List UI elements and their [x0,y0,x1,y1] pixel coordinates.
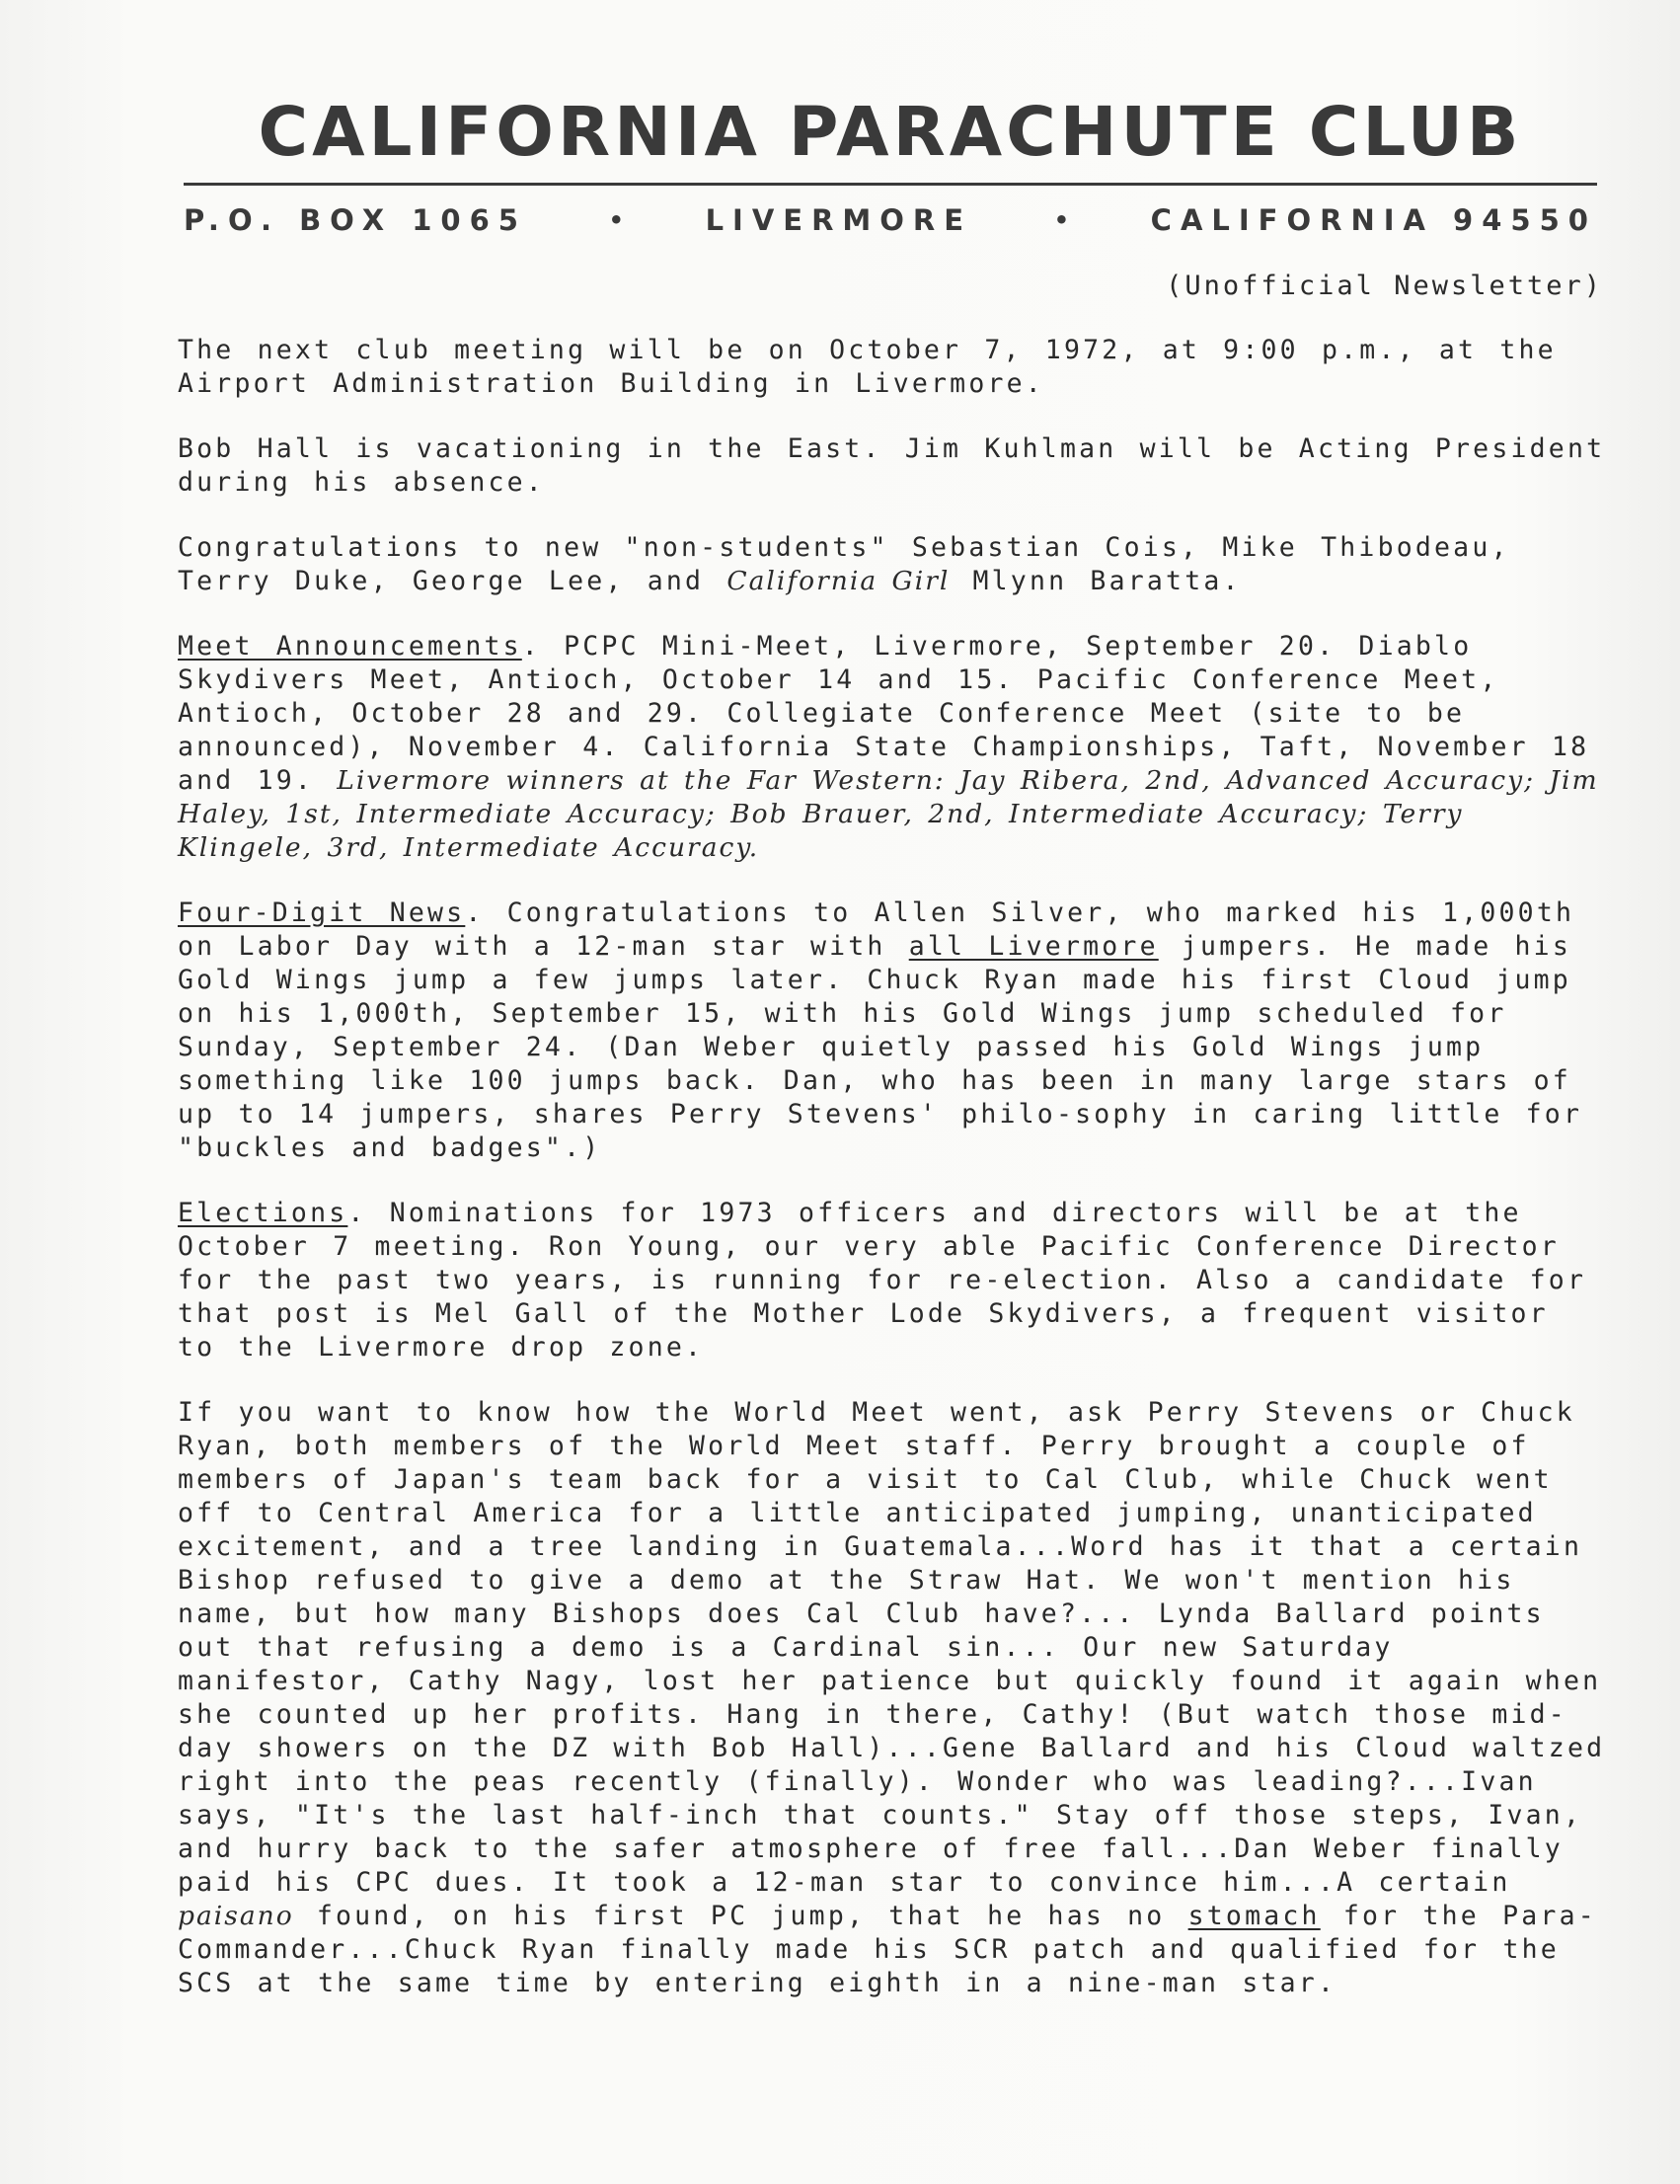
text: for the Para-Commander...Chuck Ryan finally made his SCR patch and qualified for the SCS at the same time by entering eighth in a nine-man star. [178,1901,1597,1998]
italic-text: Livermore winners at the Far Western: Jay Ribera, 2nd, Advanced Accuracy; Jim Haley, 1st, Intermediate Accuracy; Bob Brauer, 2nd, Intermediate Accuracy; Terry Klingele, 3rd, Intermediate Accuracy. [178,765,1599,863]
address-po-box: P.O. BOX 1065 [184,203,527,237]
text: Congratulations to new "non-students" Sebastian Cois, Mike Thibodeau, Terry Duke, George Lee, and [178,532,1510,596]
newsletter-body [178,334,1609,2032]
address-state-zip: CALIFORNIA 94550 [1150,203,1597,237]
newsletter-subtitle: (Unofficial Newsletter) [1166,271,1603,301]
text: . Nominations for 1973 officers and directors will be at the October 7 meeting. Ron Young, our very able Pacific Conference Director for the past two years, is running for re-election. Also a candidate for that post is Mel Gall of the Mother Lode Skydivers, a frequent visitor to the Livermore drop zone. [178,1198,1587,1363]
paragraph-meet-announcements [178,630,1609,865]
paragraph-gossip [178,1396,1609,2000]
section-heading: Meet Announcements [178,631,522,662]
text: Mlynn Baratta. [950,566,1242,596]
underlined-text: stomach [1187,1901,1321,1931]
text: If you want to know how the World Meet went, ask Perry Stevens or Chuck Ryan, both members of the World Meet staff. Perry brought a couple of members of Japan's team back for a visit to Cal Club, while Chuck went off to Central America for a little anticipated jumping, unanticipated excitement, and a tree landing in Guatemala...Word has it that a certain Bishop refused to give a demo at the Straw Hat. We won't mention his name, but how many Bishops does Cal Club have?... Lynda Ballard points out that refusing a demo is a Cardinal sin... Our new Saturday manifestor, Cathy Nagy, lost her patience but quickly found it again when she counted up her profits. Hang in there, Cathy! (But watch those mid-day showers on the DZ with Bob Hall)...Gene Ballard and his Cloud waltzed right into the peas recently (finally). Wonder who was leading?...Ivan says, "It's the last half-inch that counts." Stay off those steps, Ivan, and hurry back to the safer atmosphere of free fall...Dan Weber finally paid his CPC dues. It took a 12-man star to convince him...A certain [178,1397,1606,1898]
paragraph-elections [178,1197,1609,1365]
italic-text: paisano [178,1901,294,1931]
text: found, on his first PC jump, that he has no [293,1901,1188,1931]
address-city: LIVERMORE [705,203,973,237]
italic-text: California Girl [726,566,951,596]
masthead-rule [184,183,1597,186]
paragraph-meeting: The next club meeting will be on October 7, 1972, at 9:00 p.m., at the Airport Administration Building in Livermore. [178,335,1557,399]
text: . PCPC Mini-Meet, Livermore, September 20. Diablo Skydivers Meet, Antioch, October 14 and 15. Pacific Conference Meet, Antioch, October 28 and 29. Collegiate Conference Meet (site to be announced), November 4. California State Championships, Taft, November 18 and 19. [178,631,1590,796]
paragraph-four-digit-news [178,897,1609,1165]
club-name: CALIFORNIA PARACHUTE CLUB [258,93,1523,172]
address-separator: • [1053,206,1070,234]
paragraph-acting-president: Bob Hall is vacationing in the East. Jim Kuhlman will be Acting President during his absence. [178,433,1606,498]
address-separator: • [608,206,624,234]
text: . Congratulations to Allen Silver, who marked his 1,000th on Labor Day with a 12-man star with [178,897,1575,962]
address-line [184,203,1597,237]
section-heading: Elections [178,1198,348,1228]
underlined-text: all Livermore [908,931,1159,962]
masthead [184,93,1597,237]
text: jumpers. He made his Gold Wings jump a few jumps later. Chuck Ryan made his first Cloud jump on his 1,000th, September 15, with his Gold Wings jump scheduled for Sunday, September 24. (Dan Weber quietly passed his Gold Wings jump something like 100 jumps back. Dan, who has been in many large stars of up to 14 jumpers, shares Perry Stevens' philo-sophy in caring little for "buckles and badges".) [178,931,1583,1163]
paragraph-congratulations [178,531,1609,598]
section-heading: Four-Digit News [178,897,466,928]
